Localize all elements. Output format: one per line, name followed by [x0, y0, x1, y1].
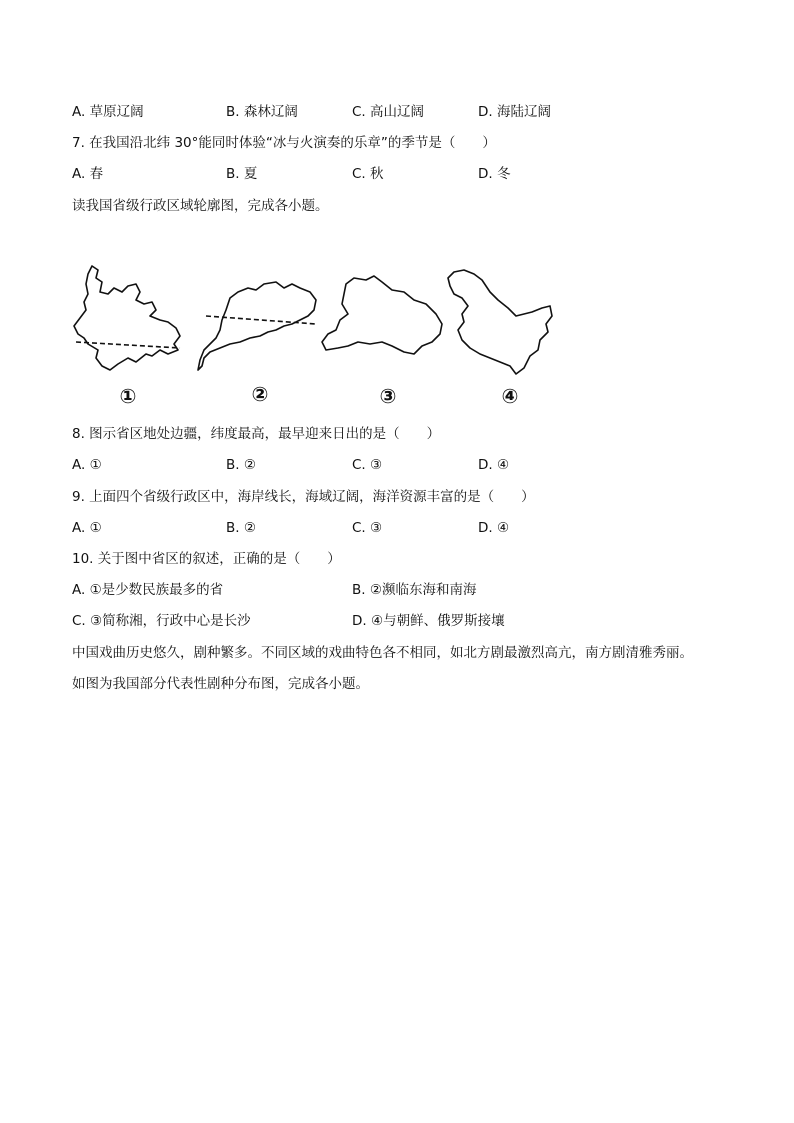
- q10-option-c[interactable]: C. ③简称湘，行政中心是长沙: [72, 613, 251, 629]
- map-label-1: ①: [119, 384, 137, 408]
- q10-option-d[interactable]: D. ④与朝鲜、俄罗斯接壤: [352, 613, 505, 629]
- q9-option-d[interactable]: D. ④: [478, 520, 510, 536]
- map-label-3: ③: [379, 384, 397, 408]
- q10-option-b[interactable]: B. ②濒临东海和南海: [352, 582, 477, 598]
- q9-option-a[interactable]: A. ①: [72, 520, 102, 536]
- q6-option-b[interactable]: B. 森林辽阔: [226, 104, 298, 120]
- q9-option-c[interactable]: C. ③: [352, 520, 383, 536]
- q9-option-b[interactable]: B. ②: [226, 520, 256, 536]
- latitude-line-1: [76, 342, 180, 348]
- q7-option-b[interactable]: B. 夏: [226, 166, 258, 182]
- q8-option-c[interactable]: C. ③: [352, 457, 383, 473]
- map-label-2: ②: [251, 382, 269, 406]
- q10-option-a[interactable]: A. ①是少数民族最多的省: [72, 582, 224, 598]
- q7-stem: 7. 在我国沿北纬 30°能同时体验“冰与火演奏的乐章”的季节是（ ）: [72, 135, 496, 151]
- province-outline-2: [198, 282, 316, 370]
- map-label-4: ④: [501, 384, 519, 408]
- q7-option-c[interactable]: C. 秋: [352, 166, 384, 182]
- q8-stem: 8. 图示省区地处边疆，纬度最高，最早迎来日出的是（ ）: [72, 426, 441, 442]
- q8-option-a[interactable]: A. ①: [72, 457, 102, 473]
- q7-option-d[interactable]: D. 冬: [478, 166, 511, 182]
- q10-stem: 10. 关于图中省区的叙述，正确的是（ ）: [72, 551, 341, 567]
- q8-option-b[interactable]: B. ②: [226, 457, 256, 473]
- province-outline-3: [322, 276, 442, 354]
- q9-stem: 9. 上面四个省级行政区中，海岸线长，海域辽阔，海洋资源丰富的是（ ）: [72, 489, 535, 505]
- q6-option-a[interactable]: A. 草原辽阔: [72, 104, 144, 120]
- group2-intro-line1: 中国戏曲历史悠久，剧种繁多。不同区域的戏曲特色各不相同，如北方剧最激烈高亢，南方剧清雅秀丽。: [72, 645, 693, 661]
- group2-intro-line2: 如图为我国部分代表性剧种分布图，完成各小题。: [72, 676, 369, 692]
- province-outline-4: [448, 270, 552, 374]
- province-outline-figure: [70, 258, 570, 410]
- q6-option-c[interactable]: C. 高山辽阔: [352, 104, 425, 120]
- group1-intro: 读我国省级行政区域轮廓图，完成各小题。: [72, 198, 329, 214]
- q7-option-a[interactable]: A. 春: [72, 166, 104, 182]
- q6-option-d[interactable]: D. 海陆辽阔: [478, 104, 551, 120]
- q8-option-d[interactable]: D. ④: [478, 457, 510, 473]
- province-outline-1: [74, 266, 180, 370]
